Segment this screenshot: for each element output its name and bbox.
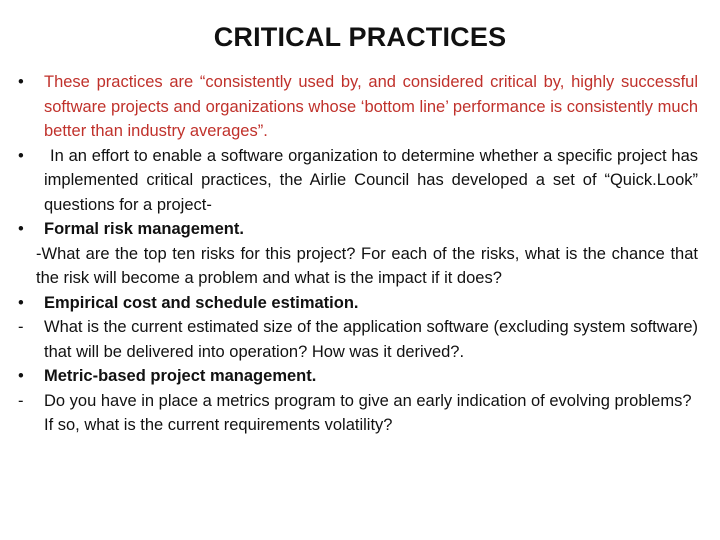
bullet-list — [18, 70, 698, 438]
list-item — [18, 291, 698, 316]
dash-marker: - — [18, 391, 24, 410]
list-item-text: Formal risk management. — [44, 220, 244, 238]
list-item-text: What is the current estimated size of the application software (excluding system software) that will be delivered into operation? How was it derived?. — [44, 318, 698, 361]
list-item-text: Empirical cost and schedule estimation. — [44, 293, 359, 312]
list-item — [18, 242, 698, 291]
slide-title: CRITICAL PRACTICES — [213, 22, 507, 52]
list-item — [18, 217, 698, 242]
list-item-text: -What are the top ten risks for this project? For each of the risks, what is the chance that the risk will become a problem and what is the impact if it does? — [36, 244, 698, 287]
bullet-marker: • — [18, 220, 24, 238]
list-item-text: Metric-based project management. — [44, 367, 317, 385]
list-item — [18, 389, 698, 438]
list-item-text: Do you have in place a metrics program to give an early indication of evolving problems? If so, what is the current requirements volatility? — [44, 391, 692, 434]
bullet-marker: • — [18, 293, 24, 312]
list-item — [18, 315, 698, 364]
list-item-text: These practices are “consistently used by, and considered critical by, highly successful software projects and organizations whose ‘bottom line’ performance is consistently much better than industry averages”. — [44, 73, 698, 140]
list-item-text: In an effort to enable a software organization to determine whether a specific project has implemented critical practices, the Airlie Council has developed a set of “Quick.Look” questions for a project- — [44, 146, 698, 214]
bullet-marker: • — [18, 146, 24, 165]
dash-marker: - — [18, 318, 24, 336]
bullet-marker: • — [18, 73, 24, 91]
list-item — [18, 144, 698, 218]
list-item — [18, 364, 698, 389]
list-item — [18, 70, 698, 144]
bullet-marker: • — [18, 367, 24, 385]
